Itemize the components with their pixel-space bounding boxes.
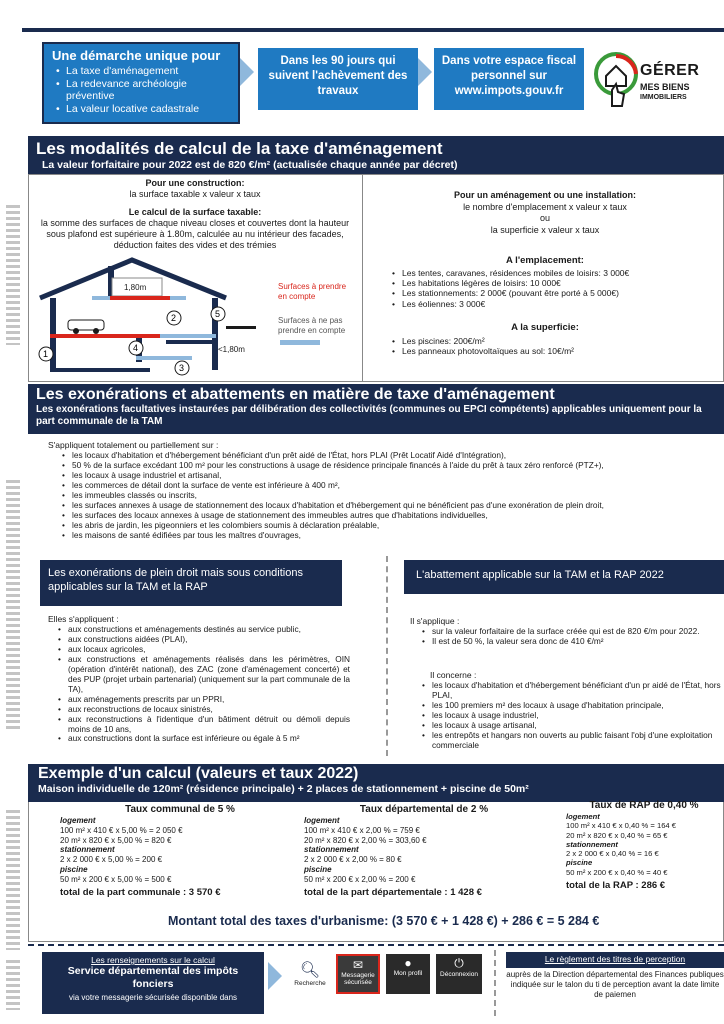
construction-formula: la surface taxable x valeur x taux: [129, 189, 261, 200]
montant-total: Montant total des taxes d'urbanisme: (3 570 € + 1 428 €) + 286 € = 5 284 €: [168, 914, 600, 928]
exemple-title: Exemple d'un calcul (valeurs et taux 2022): [38, 765, 359, 782]
emplacement-item: • Les habitations légères de loisirs: 10 000€: [388, 278, 722, 288]
section-modalites-header: [28, 136, 724, 174]
exoneration-item: • les locaux d'habitation et d'hébergement bénéficiant d'un prêt aidé de l'État, hors PLAI (Prêt Locatif Aidé d'Intégration),: [58, 451, 724, 461]
svg-text:1: 1: [43, 349, 49, 359]
abattement-item: • les locaux d'habitation et d'hébergement bénéficiant d'un pr aidé de l'État, hors PLAI,: [418, 681, 722, 701]
legend-red: Surfaces à prendre en compte: [278, 282, 347, 301]
plein-droit-item: • aux locaux agricoles,: [54, 645, 350, 655]
plein-droit-item: • aux aménagements prescrits par un PPRI,: [54, 695, 350, 705]
banner-box-delai: Dans les 90 jours qui suivent l'achèvement des travaux: [258, 48, 418, 110]
banner-item: • La redevance archéologie préventive: [52, 78, 202, 103]
plein-droit-list: [54, 625, 350, 744]
abattement-concerne: Il concerne :: [430, 670, 477, 680]
abattement-header: L'abattement applicable sur la TAM et la RAP 2022: [404, 560, 724, 594]
abattement-item: • les locaux à usage artisanal,: [418, 721, 722, 731]
logo-line1: GÉRER: [640, 62, 700, 79]
construction-title: Pour une construction:: [145, 178, 245, 188]
col-total: total de la RAP : 286 €: [566, 879, 666, 891]
superficie-title: A la superficie:: [511, 322, 579, 333]
modalites-title: Les modalités de calcul de la taxe d'aménagement: [36, 139, 443, 158]
calc-line: 20 m² x 820 € x 2,00 % = 303,60 €: [304, 835, 427, 845]
line-label: stationnement: [60, 845, 115, 855]
svg-text:5: 5: [215, 309, 221, 319]
exonerations-list: [58, 451, 724, 541]
svg-text:1,80m: 1,80m: [124, 283, 147, 292]
exemple-col-rap: [566, 800, 722, 892]
svg-text:3: 3: [179, 363, 185, 373]
plein-droit-item: • aux constructions et aménagements réalisés dans les périmètres, OIN (opération d'intérêt national), des ZAC (zone d'aménagement concerté) et des PUP (projet urbain partenarial) (uniquement sur la part communale de la TA),: [54, 655, 350, 695]
renseignements-title: Les renseignements sur le calcul: [91, 955, 215, 965]
deconnexion-label: Déconnexion: [440, 971, 478, 978]
exoneration-item: • 50 % de la surface excédant 100 m² pour les constructions à usage de résidence principale financés à l'aide du prêt à taux zéro renforcé (PTZ+),: [58, 461, 724, 471]
amenagement-title: Pour un aménagement ou une installation:: [453, 190, 637, 200]
surface-text: la somme des surfaces de chaque niveau closes et couvertes dont la hauteur sous plafond est supérieure à 1.80m, calculée au nu intérieur des facades, déduction faites des vides et des trémies: [40, 217, 350, 251]
arrow-1: [240, 58, 254, 86]
plein-droit-item: • aux constructions aidées (PLAI),: [54, 635, 350, 645]
calc-line: 100 m² x 410 € x 0,40 % = 164 €: [566, 821, 676, 831]
mail-icon: ✉: [352, 958, 364, 972]
logo-line2: MES BIENS: [640, 82, 690, 92]
modalites-subtitle: La valeur forfaitaire pour 2022 est de 820 €/m² (actualisée chaque année par décret): [42, 159, 458, 171]
line-label: logement: [304, 816, 340, 826]
calc-line: 100 m² x 410 € x 2,00 % = 759 €: [304, 825, 420, 835]
emplacement-title: A l'emplacement:: [506, 254, 584, 266]
section-exemple-header: [28, 764, 724, 802]
exonerations-subtitle: Les exonérations facultatives instaurées par délibération des collectivités (communes ou EPCI compétents) applicables uniquement pour la part communale de la TAM: [36, 404, 702, 427]
line-label: logement: [60, 816, 96, 826]
section-exonerations-header: [28, 384, 724, 434]
calc-line: 2 x 2 000 € x 2,00 % = 80 €: [304, 855, 402, 865]
col-total: total de la part communale : 3 570 €: [60, 887, 221, 899]
calc-line: 100 m² x 410 € x 5,00 % = 2 050 €: [60, 825, 183, 835]
arrow-3: [268, 962, 282, 990]
emplacement-list: [388, 268, 722, 309]
profil-button[interactable]: [386, 954, 430, 994]
exonerations-title: Les exonérations et abattements en matière de taxe d'aménagement: [36, 386, 555, 403]
emplacement-item: • Les stationnements: 2 000€ (pouvant être porté à 5 000€): [388, 288, 722, 298]
col-head: Taux de RAP de 0,40 %: [589, 800, 699, 811]
recherche-button[interactable]: [288, 960, 332, 987]
superficie-item: • Les panneaux photovoltaïques au sol: 10€/m²: [388, 346, 722, 356]
abattement-intro: Il s'applique :: [410, 616, 460, 626]
calc-line: 50 m² x 200 € x 5,00 % = 500 €: [60, 874, 172, 884]
banner-title: Une démarche unique pour: [52, 48, 221, 63]
svg-text:<1,80m: <1,80m: [218, 345, 245, 354]
exoneration-item: • les surfaces annexes à usage de stationnement des locaux d'habitation et d'hébergement qui ne bénéficient pas d'une exonération de plein droit,: [58, 501, 724, 511]
calc-line: 2 x 2 000 € x 5,00 % = 200 €: [60, 855, 163, 865]
line-label: piscine: [304, 864, 332, 874]
side-caption-1: [6, 205, 20, 345]
line-label: piscine: [60, 864, 88, 874]
search-icon: 🔍︎: [299, 962, 321, 979]
svg-text:2: 2: [171, 313, 177, 323]
amenagement-block: [366, 190, 724, 267]
line-label: logement: [566, 812, 600, 822]
construction-block: [30, 178, 360, 252]
modalites-divider: [362, 174, 363, 382]
service-name: Service départemental des impôts fonciers: [67, 965, 239, 990]
arrow-2: [418, 58, 432, 86]
user-icon: ●: [404, 956, 412, 970]
exonerations-intro: S'appliquent totalement ou partiellement sur :: [48, 440, 219, 450]
banner-item: • La taxe d'aménagement: [52, 65, 230, 78]
col-total: total de la part départementale : 1 428 €: [304, 887, 482, 899]
renseignements-box: [42, 952, 264, 1014]
messagerie-button[interactable]: [336, 954, 380, 994]
abattement-list-1: [418, 627, 714, 647]
logo-gerer-mes-biens: [592, 50, 722, 120]
abattement-item: • les entrepôts et hangars non ouverts au public faisant l'obj d'une exploitation commerciale: [418, 731, 722, 751]
line-label: stationnement: [566, 839, 618, 849]
exemple-col-departemental: [304, 804, 544, 899]
plein-droit-item: • aux constructions et aménagements destinés au service public,: [54, 625, 350, 635]
banner-item: • La valeur locative cadastrale: [52, 103, 230, 116]
superficie-list: [388, 336, 722, 356]
plein-droit-intro: Elles s'appliquent :: [48, 614, 119, 624]
calc-line: 20 m² x 820 € x 5,00 % = 820 €: [60, 835, 172, 845]
messagerie-label: Messagerie sécurisée: [341, 972, 375, 986]
reglement-title: Le règlement des titres de perception: [506, 952, 724, 968]
legend-blue: Surfaces à ne pas prendre en compte: [278, 316, 346, 335]
house-diagram: [36, 256, 276, 378]
emplacement-item: • Les éoliennes: 3 000€: [388, 299, 722, 309]
col-head: Taux communal de 5 %: [125, 804, 235, 815]
banner-box-espace: Dans votre espace fiscal personnel sur www.impots.gouv.fr: [434, 48, 584, 110]
banner-box-demarche: [42, 42, 240, 124]
exemple-subtitle: Maison individuelle de 120m² (résidence principale) + 2 places de stationnement + piscine de 50m²: [38, 783, 529, 795]
footer-dashed-rule: [28, 944, 724, 946]
amenagement-f2: la superficie x valeur x taux: [490, 225, 600, 236]
abattement-item: • les locaux à usage industriel,: [418, 711, 722, 721]
footer-divider: [494, 950, 496, 1016]
side-caption-4: [6, 960, 20, 1010]
recherche-label: Recherche: [294, 980, 326, 987]
surface-title: Le calcul de la surface taxable:: [128, 206, 262, 217]
exoneration-item: • les commerces de détail dont la surface de vente est inférieure à 400 m²,: [58, 481, 724, 491]
abattement-item: • sur la valeur forfaitaire de la surface créée qui est de 820 €/m pour 2022.: [418, 627, 714, 637]
abattement-item: • les 100 premiers m² des locaux à usage d'habitation principale,: [418, 701, 722, 711]
abattement-list-2: [418, 681, 722, 751]
line-label: piscine: [566, 858, 593, 868]
plein-droit-item: • aux reconstructions de locaux sinistrés,: [54, 705, 350, 715]
exoneration-item: • les maisons de santé édifiées par tous les maîtres d'ouvrages,: [58, 531, 724, 541]
reglement-text: auprès de la Direction départemental des Finances publiques indiquée sur le talon du ti de perception avant la date limite de paiemen: [506, 970, 724, 999]
vertical-dashed-divider: [386, 556, 388, 756]
legend-blue-swatch: [280, 340, 320, 345]
profil-label: Mon profil: [393, 970, 423, 977]
amenagement-or: ou: [539, 213, 550, 224]
house-hand-icon: [592, 50, 640, 110]
logo-line3: IMMOBILIERS: [640, 94, 687, 101]
deconnexion-button[interactable]: [436, 954, 482, 994]
col-head: Taux départemental de 2 %: [359, 804, 489, 815]
power-icon: ⏻: [454, 956, 464, 970]
side-caption-3: [6, 810, 20, 950]
side-caption-2: [6, 480, 20, 730]
emplacement-item: • Les tentes, caravanes, résidences mobiles de loisirs: 3 000€: [388, 268, 722, 278]
messagerie-text: via votre messagerie sécurisée disponible dans: [68, 993, 238, 1003]
calc-line: 50 m² x 200 € x 0,40 % = 40 €: [566, 867, 668, 877]
exoneration-item: • les surfaces des locaux annexes à usage de stationnement des immeubles autres que d'habitations individuelles,: [58, 511, 724, 521]
exoneration-item: • les locaux à usage industriel et artisanal,: [58, 471, 724, 481]
plein-droit-header: Les exonérations de plein droit mais sous conditions applicables sur la TAM et la RAP: [40, 560, 342, 606]
svg-text:4: 4: [133, 343, 139, 353]
amenagement-f1: le nombre d'emplacement x valeur x taux: [463, 201, 627, 212]
abattement-item: • Il est de 50 %, la valeur sera donc de 410 €/m²: [418, 637, 714, 647]
superficie-item: • Les piscines: 200€/m²: [388, 336, 722, 346]
calc-line: 20 m² x 820 € x 0,40 % = 65 €: [566, 830, 668, 840]
line-label: stationnement: [304, 845, 359, 855]
plein-droit-item: • aux reconstructions à l'identique d'un bâtiment détruit ou démoli depuis moins de 10 ans,: [54, 715, 350, 735]
exemple-col-communal: [60, 804, 300, 899]
top-rule: [22, 28, 724, 32]
plein-droit-item: • aux constructions dont la surface est inférieure ou égale à 5 m²: [54, 734, 350, 744]
exoneration-item: • les immeubles classés ou inscrits,: [58, 491, 724, 501]
exoneration-item: • les abris de jardin, les pigeonniers et les colombiers soumis à déclaration préalable,: [58, 521, 724, 531]
calc-line: 2 x 2 000 € x 0,40 % = 16 €: [566, 849, 659, 859]
calc-line: 50 m² x 200 € x 2,00 % = 200 €: [304, 874, 416, 884]
